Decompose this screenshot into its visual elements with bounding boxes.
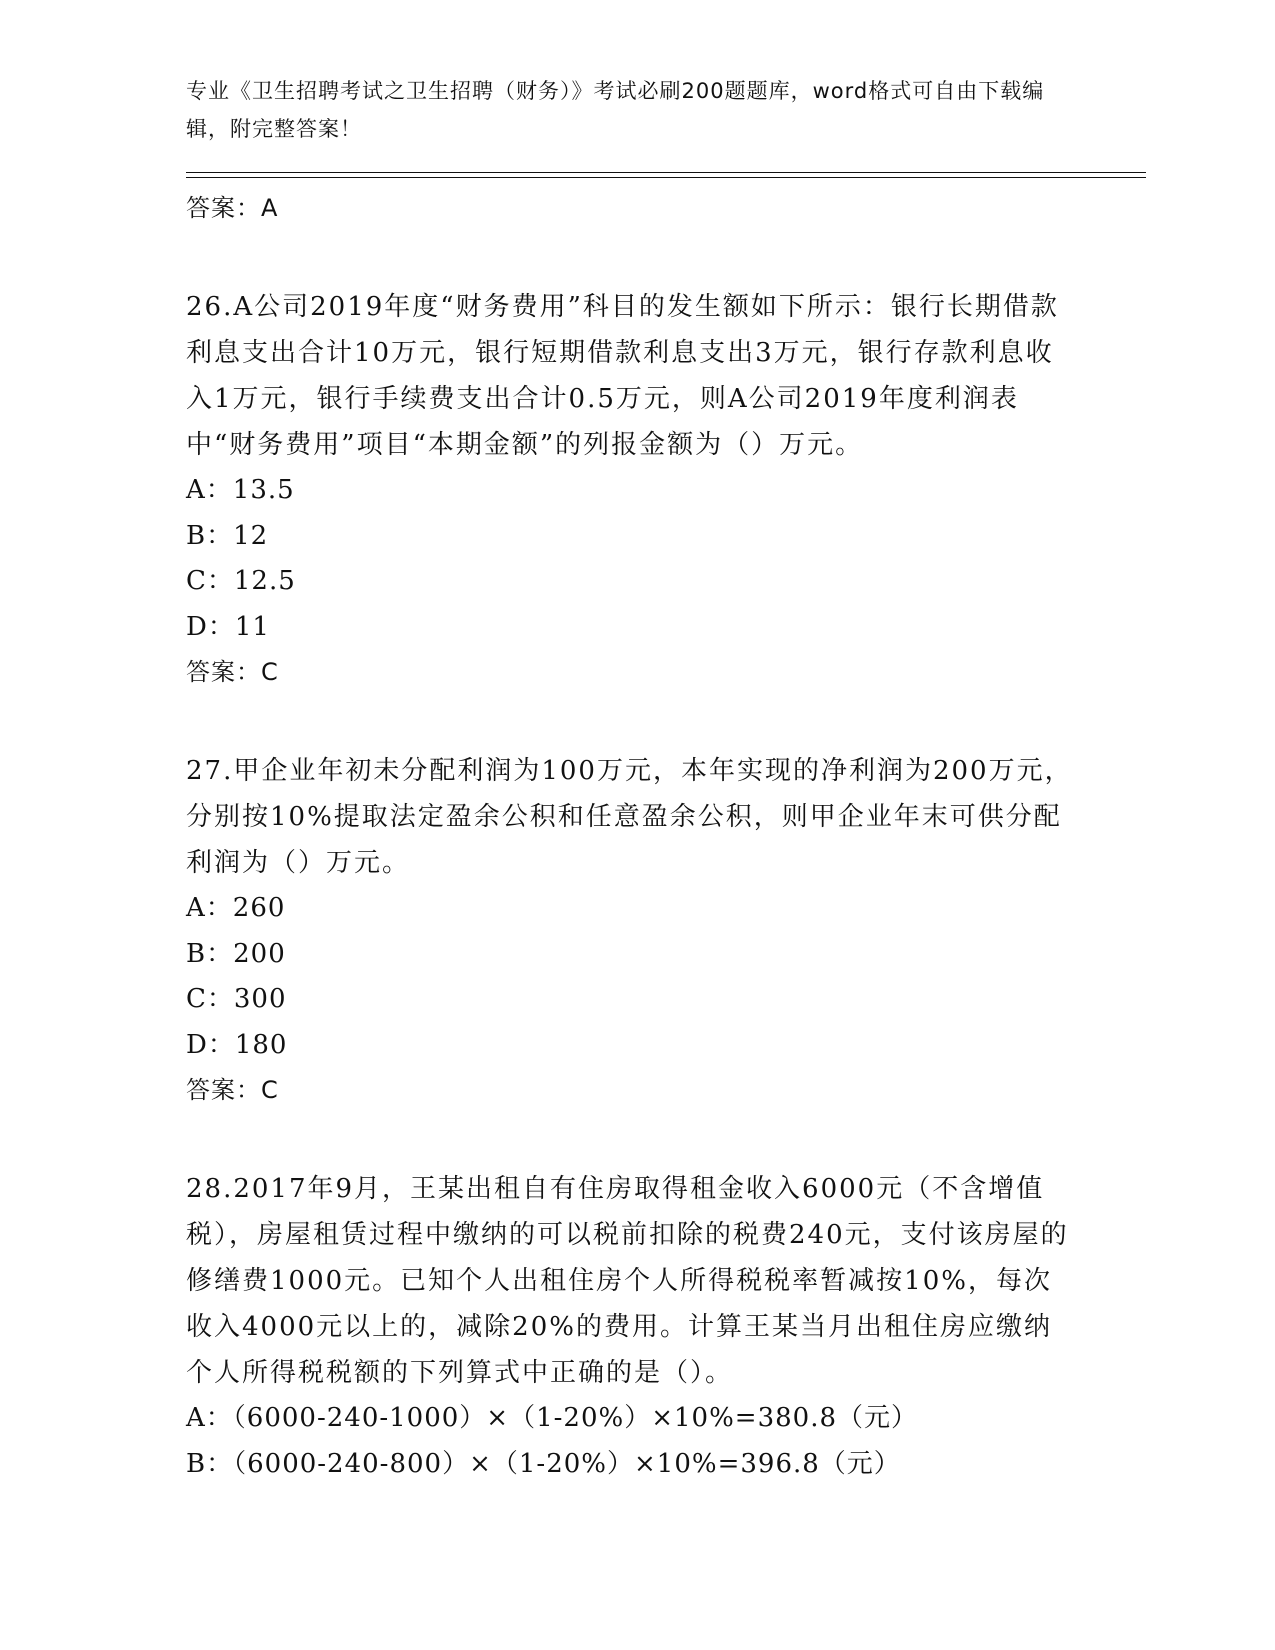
question-27	[186, 748, 1076, 1112]
option-a: A：260	[186, 893, 286, 923]
question-26	[186, 284, 1076, 694]
option-c: C：12.5	[186, 566, 296, 596]
page-header: 专业《卫生招聘考试之卫生招聘（财务）》考试必刷200题题库，word格式可自由下载编辑，附完整答案！	[186, 79, 1045, 141]
answer-27: 答案：C	[186, 1076, 279, 1104]
option-b: B：200	[186, 938, 286, 969]
option-a: A：（6000-240-1000）×（1-20%）×10%=380.8（元）	[186, 1403, 919, 1433]
option-b: B：（6000-240-800）×（1-20%）×10%=396.8（元）	[186, 1448, 901, 1479]
option-b: B：12	[186, 520, 269, 551]
question-stem: 28.2017年9月，王某出租自有住房取得租金收入6000元（不含增值税），房屋租赁过程中缴纳的可以税前扣除的税费240元，支付该房屋的修缮费1000元。已知个人出租住房个人所得税税率暂减按10%，每次收入4000元以上的，减除20%的费用。计算王某当月出租住房应缴纳个人所得税税额的下列算式中正确的是（）。	[186, 1174, 1069, 1388]
option-c: C：300	[186, 984, 287, 1014]
option-d: D：11	[186, 611, 270, 642]
question-28	[186, 1166, 1076, 1487]
header-rule-top	[186, 172, 1146, 173]
option-d: D：180	[186, 1029, 288, 1060]
question-stem: 26.A公司2019年度“财务费用”科目的发生额如下所示：银行长期借款利息支出合计10万元，银行短期借款利息支出3万元，银行存款利息收入1万元，银行手续费支出合计0.5万元，则A公司2019年度利润表中“财务费用”项目“本期金额”的列报金额为（）万元。	[186, 292, 1059, 460]
question-stem: 27.甲企业年初未分配利润为100万元，本年实现的净利润为200万元，分别按10%提取法定盈余公积和任意盈余公积，则甲企业年末可供分配利润为（）万元。	[186, 756, 1073, 878]
option-a: A：13.5	[186, 475, 295, 505]
answer-25: 答案：A	[186, 194, 279, 222]
header-rule-bottom	[186, 177, 1146, 178]
document-body	[186, 186, 1076, 1487]
answer-26: 答案：C	[186, 658, 279, 686]
